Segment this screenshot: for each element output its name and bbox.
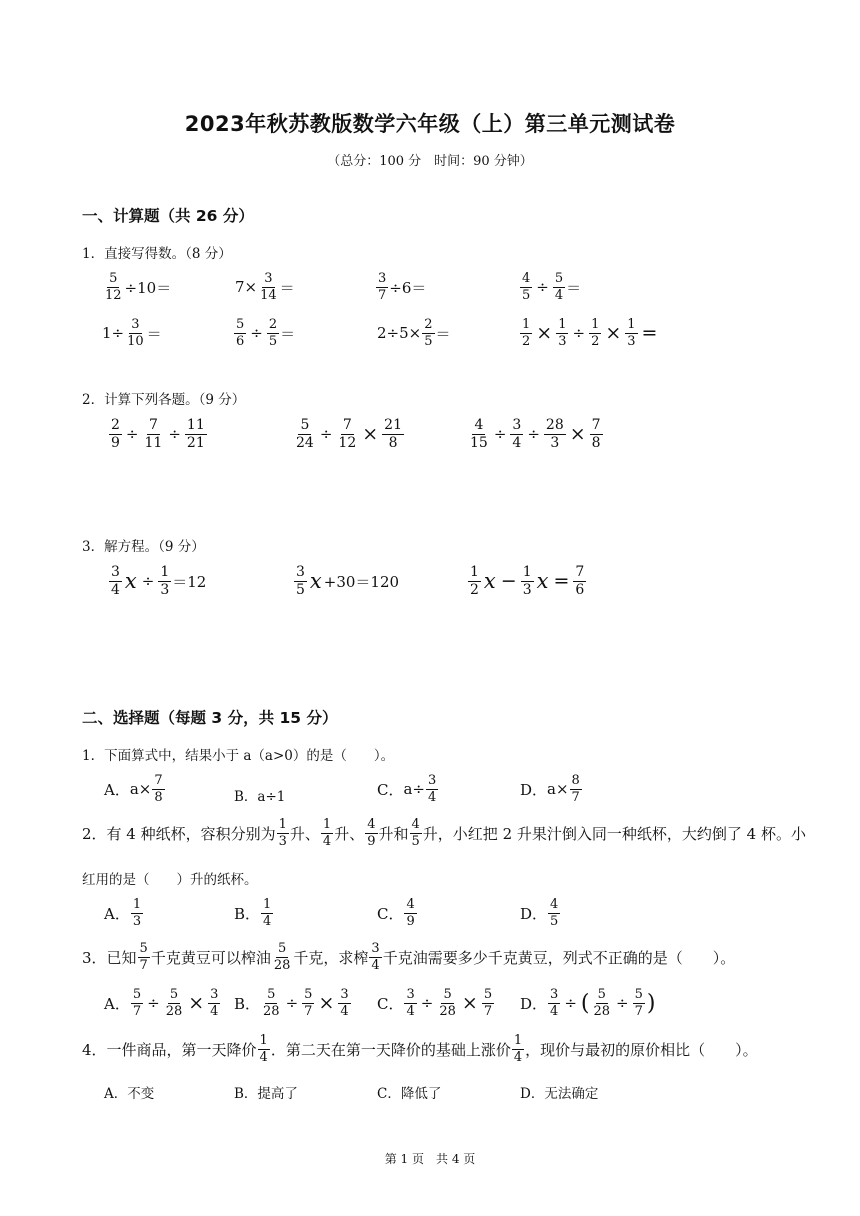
fraction	[573, 565, 586, 597]
operator: ×	[461, 992, 478, 1015]
numerator: 7	[148, 417, 158, 433]
denominator: 3	[278, 833, 287, 849]
fraction	[164, 988, 185, 1018]
denominator: 8	[388, 434, 398, 451]
operator: =	[553, 570, 570, 593]
numerator: 5	[132, 987, 142, 1002]
fraction	[261, 988, 282, 1018]
fraction	[468, 418, 490, 450]
denominator: 4	[554, 287, 564, 303]
option-2-4-d[interactable]: D．无法确定	[520, 1086, 599, 1102]
option-2-4-a[interactable]: A．不变	[104, 1086, 155, 1102]
denominator: 28	[165, 1003, 183, 1019]
denominator: 4	[340, 1003, 349, 1019]
fraction	[548, 898, 560, 928]
denominator: 7	[571, 789, 580, 805]
numerator: 11	[186, 417, 205, 433]
numerator: 3	[428, 773, 437, 788]
numerator: 1	[322, 817, 332, 832]
denominator: 5	[296, 581, 305, 598]
numerator: 1	[522, 564, 532, 580]
denominator: 10	[127, 333, 144, 349]
operator: ÷	[527, 425, 540, 444]
numerator: 5	[267, 987, 276, 1002]
question-1-3-stem: 3．解方程。（9 分）	[82, 539, 205, 555]
denominator: 28	[439, 1003, 456, 1019]
equation-1-3-b	[293, 565, 399, 597]
numerator: 1	[263, 897, 272, 912]
numerator: 7	[591, 417, 601, 433]
variable-x: x	[124, 569, 137, 594]
expr-text: 7×	[235, 278, 258, 297]
option-2-4-c[interactable]: C．降低了	[377, 1086, 442, 1102]
denominator: 6	[575, 581, 585, 598]
stem-text: 3．已知	[82, 948, 137, 967]
fraction	[482, 988, 494, 1018]
fraction	[321, 818, 333, 848]
denominator: 3	[522, 581, 532, 598]
right-paren: )	[646, 990, 656, 1016]
operator: ÷	[572, 324, 586, 343]
option-label: C．	[377, 780, 404, 799]
operator: ÷	[564, 994, 577, 1013]
fraction	[437, 988, 458, 1018]
denominator: 7	[304, 1003, 313, 1019]
denominator: 4	[513, 1049, 523, 1065]
operator: −	[500, 570, 517, 593]
stem-text: 4．一件商品，第一天降价	[82, 1040, 257, 1059]
stem-text: 千克油需要多少千克黄豆，列式不正确的是（ ）。	[382, 948, 736, 967]
expr-1-2-b	[293, 418, 405, 450]
fraction	[548, 988, 560, 1018]
numerator: 3	[512, 417, 522, 433]
numerator: 21	[384, 417, 402, 433]
denominator: 28	[263, 1003, 280, 1019]
stem-text: 升，小红把 2 升果汁倒入同一种纸杯，大约倒了 4 杯。小	[422, 824, 806, 843]
expr-text: ＝	[279, 278, 295, 297]
option-2-2-c[interactable]	[377, 898, 418, 928]
fraction	[258, 272, 279, 302]
operator: ÷	[250, 324, 263, 343]
stem-text: 2．有 4 种纸杯，容积分别为	[82, 824, 276, 843]
numerator: 5	[277, 941, 287, 956]
numerator: 1	[160, 564, 170, 580]
denominator: 15	[470, 434, 488, 451]
fraction	[510, 418, 523, 450]
variable-x: x	[536, 569, 549, 594]
denominator: 5	[522, 287, 531, 303]
denominator: 3	[132, 913, 142, 929]
fraction	[382, 418, 404, 450]
denominator: 7	[139, 957, 148, 973]
fraction	[591, 988, 612, 1018]
numerator: 2	[424, 317, 433, 332]
fraction	[365, 818, 377, 848]
fraction	[468, 565, 481, 597]
denominator: 4	[263, 913, 272, 929]
expr-text: a×	[547, 780, 569, 799]
fraction	[336, 418, 358, 450]
fraction	[520, 318, 532, 348]
fraction	[520, 272, 532, 302]
fraction	[138, 942, 150, 972]
question-2-2-stem-line2: 红用的是（ ）升的纸杯。	[82, 872, 258, 888]
fraction	[625, 318, 637, 348]
expr-1-2-c	[467, 418, 604, 450]
numerator: 1	[558, 317, 567, 332]
option-2-1-d[interactable]	[520, 774, 583, 804]
denominator: 4	[210, 1003, 219, 1019]
denominator: 21	[186, 434, 205, 451]
expr-1-2-a	[108, 418, 208, 450]
denominator: 6	[236, 333, 245, 349]
fraction	[109, 418, 122, 450]
fraction	[633, 988, 645, 1018]
question-1-1-stem: 1．直接写得数。（8 分）	[82, 246, 232, 262]
numerator: 4	[474, 417, 484, 433]
numerator: 28	[545, 417, 564, 433]
denominator: 5	[424, 333, 433, 349]
numerator: 3	[378, 271, 387, 286]
numerator: 8	[571, 773, 580, 788]
operator: ×	[362, 423, 379, 446]
numerator: 1	[591, 317, 600, 332]
operator: ×	[605, 322, 622, 345]
numerator: 1	[522, 317, 531, 332]
fraction	[404, 988, 416, 1018]
numerator: 5	[169, 987, 179, 1002]
denominator: 9	[406, 913, 415, 929]
numerator: 5	[236, 317, 245, 332]
fraction	[109, 565, 122, 597]
expr-text: ＝12	[172, 572, 207, 591]
expr-text: +30＝120	[323, 572, 400, 591]
numerator: 1	[470, 564, 479, 580]
denominator: 3	[160, 581, 170, 598]
operator: ÷	[420, 994, 434, 1013]
fraction	[544, 418, 566, 450]
numerator: 3	[111, 564, 120, 580]
fraction	[589, 318, 601, 348]
fraction	[143, 418, 165, 450]
denominator: 9	[367, 833, 376, 849]
fraction	[131, 898, 143, 928]
operator: ×	[569, 423, 586, 446]
equation-1-3-a	[108, 565, 206, 597]
fraction	[302, 988, 314, 1018]
denominator: 2	[591, 333, 600, 349]
expr-text: ＝	[435, 324, 451, 343]
operator: ÷	[616, 994, 629, 1013]
expr-text: ÷10＝	[124, 278, 172, 297]
option-label: A．	[104, 994, 130, 1013]
fraction	[258, 1034, 270, 1064]
numerator: 5	[109, 271, 118, 286]
fraction	[376, 272, 388, 302]
option-label: B．	[234, 904, 261, 923]
option-label: A．	[104, 780, 130, 799]
expr-text: 1÷	[102, 324, 125, 343]
variable-x: x	[483, 569, 496, 594]
denominator: 9	[111, 434, 120, 451]
expr-text: a÷	[403, 780, 425, 799]
fraction	[125, 318, 146, 348]
fraction	[152, 774, 164, 804]
operator: ÷	[536, 278, 549, 297]
stem-text: ，现价与最初的原价相比（ ）。	[525, 1040, 758, 1059]
fraction	[272, 942, 293, 972]
fraction	[426, 774, 438, 804]
question-2-4-stem	[82, 1034, 758, 1064]
variable-x: x	[309, 569, 322, 594]
fraction	[261, 898, 273, 928]
fraction	[369, 942, 381, 972]
fraction	[131, 988, 143, 1018]
denominator: 14	[260, 287, 277, 303]
operator: ÷	[147, 994, 160, 1013]
numerator: 4	[522, 271, 531, 286]
fraction	[521, 565, 534, 597]
option-2-3-a[interactable]	[104, 988, 221, 1018]
denominator: 7	[132, 1003, 142, 1019]
denominator: 4	[371, 957, 380, 973]
option-2-2-d[interactable]	[520, 898, 561, 928]
fraction	[294, 418, 316, 450]
denominator: 3	[627, 333, 636, 349]
fraction	[208, 988, 220, 1018]
denominator: 7	[634, 1003, 643, 1019]
option-2-2-a[interactable]	[104, 898, 144, 928]
stem-text: 千克黄豆可以榨油	[150, 948, 271, 967]
fraction	[404, 898, 416, 928]
fraction	[103, 272, 124, 302]
operator: ÷	[285, 994, 299, 1013]
section-heading-calculation: 一、计算题（共 26 分）	[82, 207, 254, 225]
option-label: A．	[104, 904, 130, 923]
denominator: 2	[470, 581, 479, 598]
operator: ÷	[168, 425, 181, 444]
denominator: 5	[550, 913, 559, 929]
option-2-3-c[interactable]	[377, 988, 495, 1018]
fraction	[590, 418, 603, 450]
numerator: 5	[443, 987, 452, 1002]
denominator: 5	[268, 333, 278, 349]
denominator: 28	[593, 1003, 611, 1019]
denominator: 7	[483, 1003, 493, 1019]
denominator: 4	[512, 434, 522, 451]
numerator: 5	[554, 271, 564, 286]
fraction	[277, 818, 289, 848]
stem-text: 千克，求榨	[293, 948, 369, 967]
denominator: 4	[406, 1003, 415, 1019]
fraction	[570, 774, 582, 804]
option-2-4-b[interactable]: B．提高了	[234, 1086, 298, 1102]
denominator: 11	[144, 434, 163, 451]
expr-1-1-d	[519, 272, 581, 302]
fraction	[553, 272, 565, 302]
operator: ×	[188, 992, 205, 1015]
numerator: 1	[513, 1033, 523, 1048]
numerator: 2	[268, 317, 278, 332]
option-2-1-b[interactable]: B．a÷1	[234, 789, 286, 805]
operator: ×	[536, 322, 553, 345]
denominator: 2	[522, 333, 531, 349]
numerator: 5	[597, 987, 606, 1002]
numerator: 5	[300, 417, 310, 433]
denominator: 7	[378, 287, 387, 303]
denominator: 28	[273, 957, 291, 973]
expr-text: 2÷5×	[377, 324, 422, 343]
denominator: 4	[259, 1049, 268, 1065]
option-2-2-b[interactable]	[234, 898, 274, 928]
denominator: 8	[154, 789, 163, 805]
fraction	[556, 318, 568, 348]
numerator: 4	[367, 817, 376, 832]
page-title: 2023年秋苏教版数学六年级（上）第三单元测试卷	[184, 112, 676, 136]
numerator: 1	[627, 317, 636, 332]
expr-1-1-b	[235, 272, 295, 302]
numerator: 4	[411, 817, 420, 832]
section-heading-choice: 二、选择题（每题 3 分，共 15 分）	[82, 709, 338, 727]
fraction	[267, 318, 279, 348]
numerator: 7	[575, 564, 585, 580]
numerator: 5	[139, 941, 148, 956]
denominator: 4	[322, 833, 332, 849]
numerator: 3	[371, 941, 380, 956]
option-label: C．	[377, 904, 404, 923]
numerator: 2	[111, 417, 120, 433]
denominator: 24	[296, 434, 314, 451]
equation-1-3-c	[467, 565, 587, 597]
expr-text: ÷6＝	[389, 278, 427, 297]
numerator: 5	[304, 987, 313, 1002]
fraction	[422, 318, 434, 348]
expr-1-1-e	[102, 318, 162, 348]
option-2-3-d[interactable]	[520, 988, 656, 1018]
numerator: 3	[296, 564, 305, 580]
fraction	[185, 418, 207, 450]
denominator: 5	[411, 833, 420, 849]
expr-text: a×	[129, 780, 152, 799]
option-label: D．	[520, 780, 548, 799]
stem-text: 升、	[289, 824, 320, 843]
operator: ÷	[141, 572, 155, 591]
question-1-2-stem: 2．计算下列各题。（9 分）	[82, 392, 246, 408]
numerator: 7	[154, 773, 163, 788]
option-label: B．	[234, 994, 261, 1013]
fraction	[234, 318, 246, 348]
numerator: 3	[264, 271, 273, 286]
option-2-1-a[interactable]	[104, 774, 166, 804]
expr-1-1-f	[233, 318, 295, 348]
numerator: 4	[550, 897, 559, 912]
option-label: D．	[520, 994, 548, 1013]
operator: ÷	[493, 425, 507, 444]
option-2-3-b[interactable]	[234, 988, 352, 1018]
operator: ÷	[125, 425, 139, 444]
numerator: 3	[210, 987, 219, 1002]
numerator: 1	[259, 1033, 268, 1048]
expr-1-1-g	[377, 318, 451, 348]
stem-text: ．第二天在第一天降价的基础上涨价	[270, 1040, 511, 1059]
stem-text: 升和	[378, 824, 409, 843]
left-paren: (	[580, 990, 590, 1016]
numerator: 4	[406, 897, 415, 912]
numerator: 5	[634, 987, 643, 1002]
operator: ×	[318, 992, 335, 1015]
page-footer: 第 1 页 共 4 页	[384, 1152, 476, 1166]
expr-text: ＝	[280, 324, 296, 343]
numerator: 5	[483, 987, 493, 1002]
numerator: 3	[340, 987, 349, 1002]
question-2-1-stem: 1．下面算式中，结果小于 a（a>0）的是（ ）。	[82, 748, 395, 764]
fraction	[410, 818, 422, 848]
stem-text: 升、	[334, 824, 365, 843]
denominator: 4	[550, 1003, 559, 1019]
numerator: 3	[550, 987, 559, 1002]
fraction	[512, 1034, 524, 1064]
question-2-3-stem	[82, 942, 735, 972]
operator: ÷	[319, 425, 333, 444]
page-subtitle: （总分：100 分 时间：90 分钟）	[327, 154, 533, 169]
option-2-1-c[interactable]	[377, 774, 439, 804]
operator: =	[641, 322, 658, 345]
expr-text: ＝	[566, 278, 582, 297]
numerator: 1	[278, 817, 287, 832]
option-label: C．	[377, 994, 404, 1013]
numerator: 3	[406, 987, 415, 1002]
denominator: 8	[591, 434, 601, 451]
option-label: D．	[520, 904, 548, 923]
question-2-2-stem	[82, 818, 806, 848]
denominator: 12	[105, 287, 122, 303]
fraction	[294, 565, 307, 597]
fraction	[338, 988, 350, 1018]
numerator: 1	[132, 897, 142, 912]
fraction	[158, 565, 171, 597]
numerator: 3	[131, 317, 140, 332]
expr-1-1-c	[375, 272, 426, 302]
expr-1-1-a	[102, 272, 171, 302]
denominator: 12	[338, 434, 357, 451]
denominator: 3	[550, 434, 560, 451]
denominator: 4	[428, 789, 437, 805]
numerator: 7	[342, 417, 352, 433]
denominator: 4	[111, 581, 120, 598]
denominator: 3	[558, 333, 567, 349]
expr-text: ＝	[146, 324, 162, 343]
expr-1-1-h	[519, 318, 660, 348]
